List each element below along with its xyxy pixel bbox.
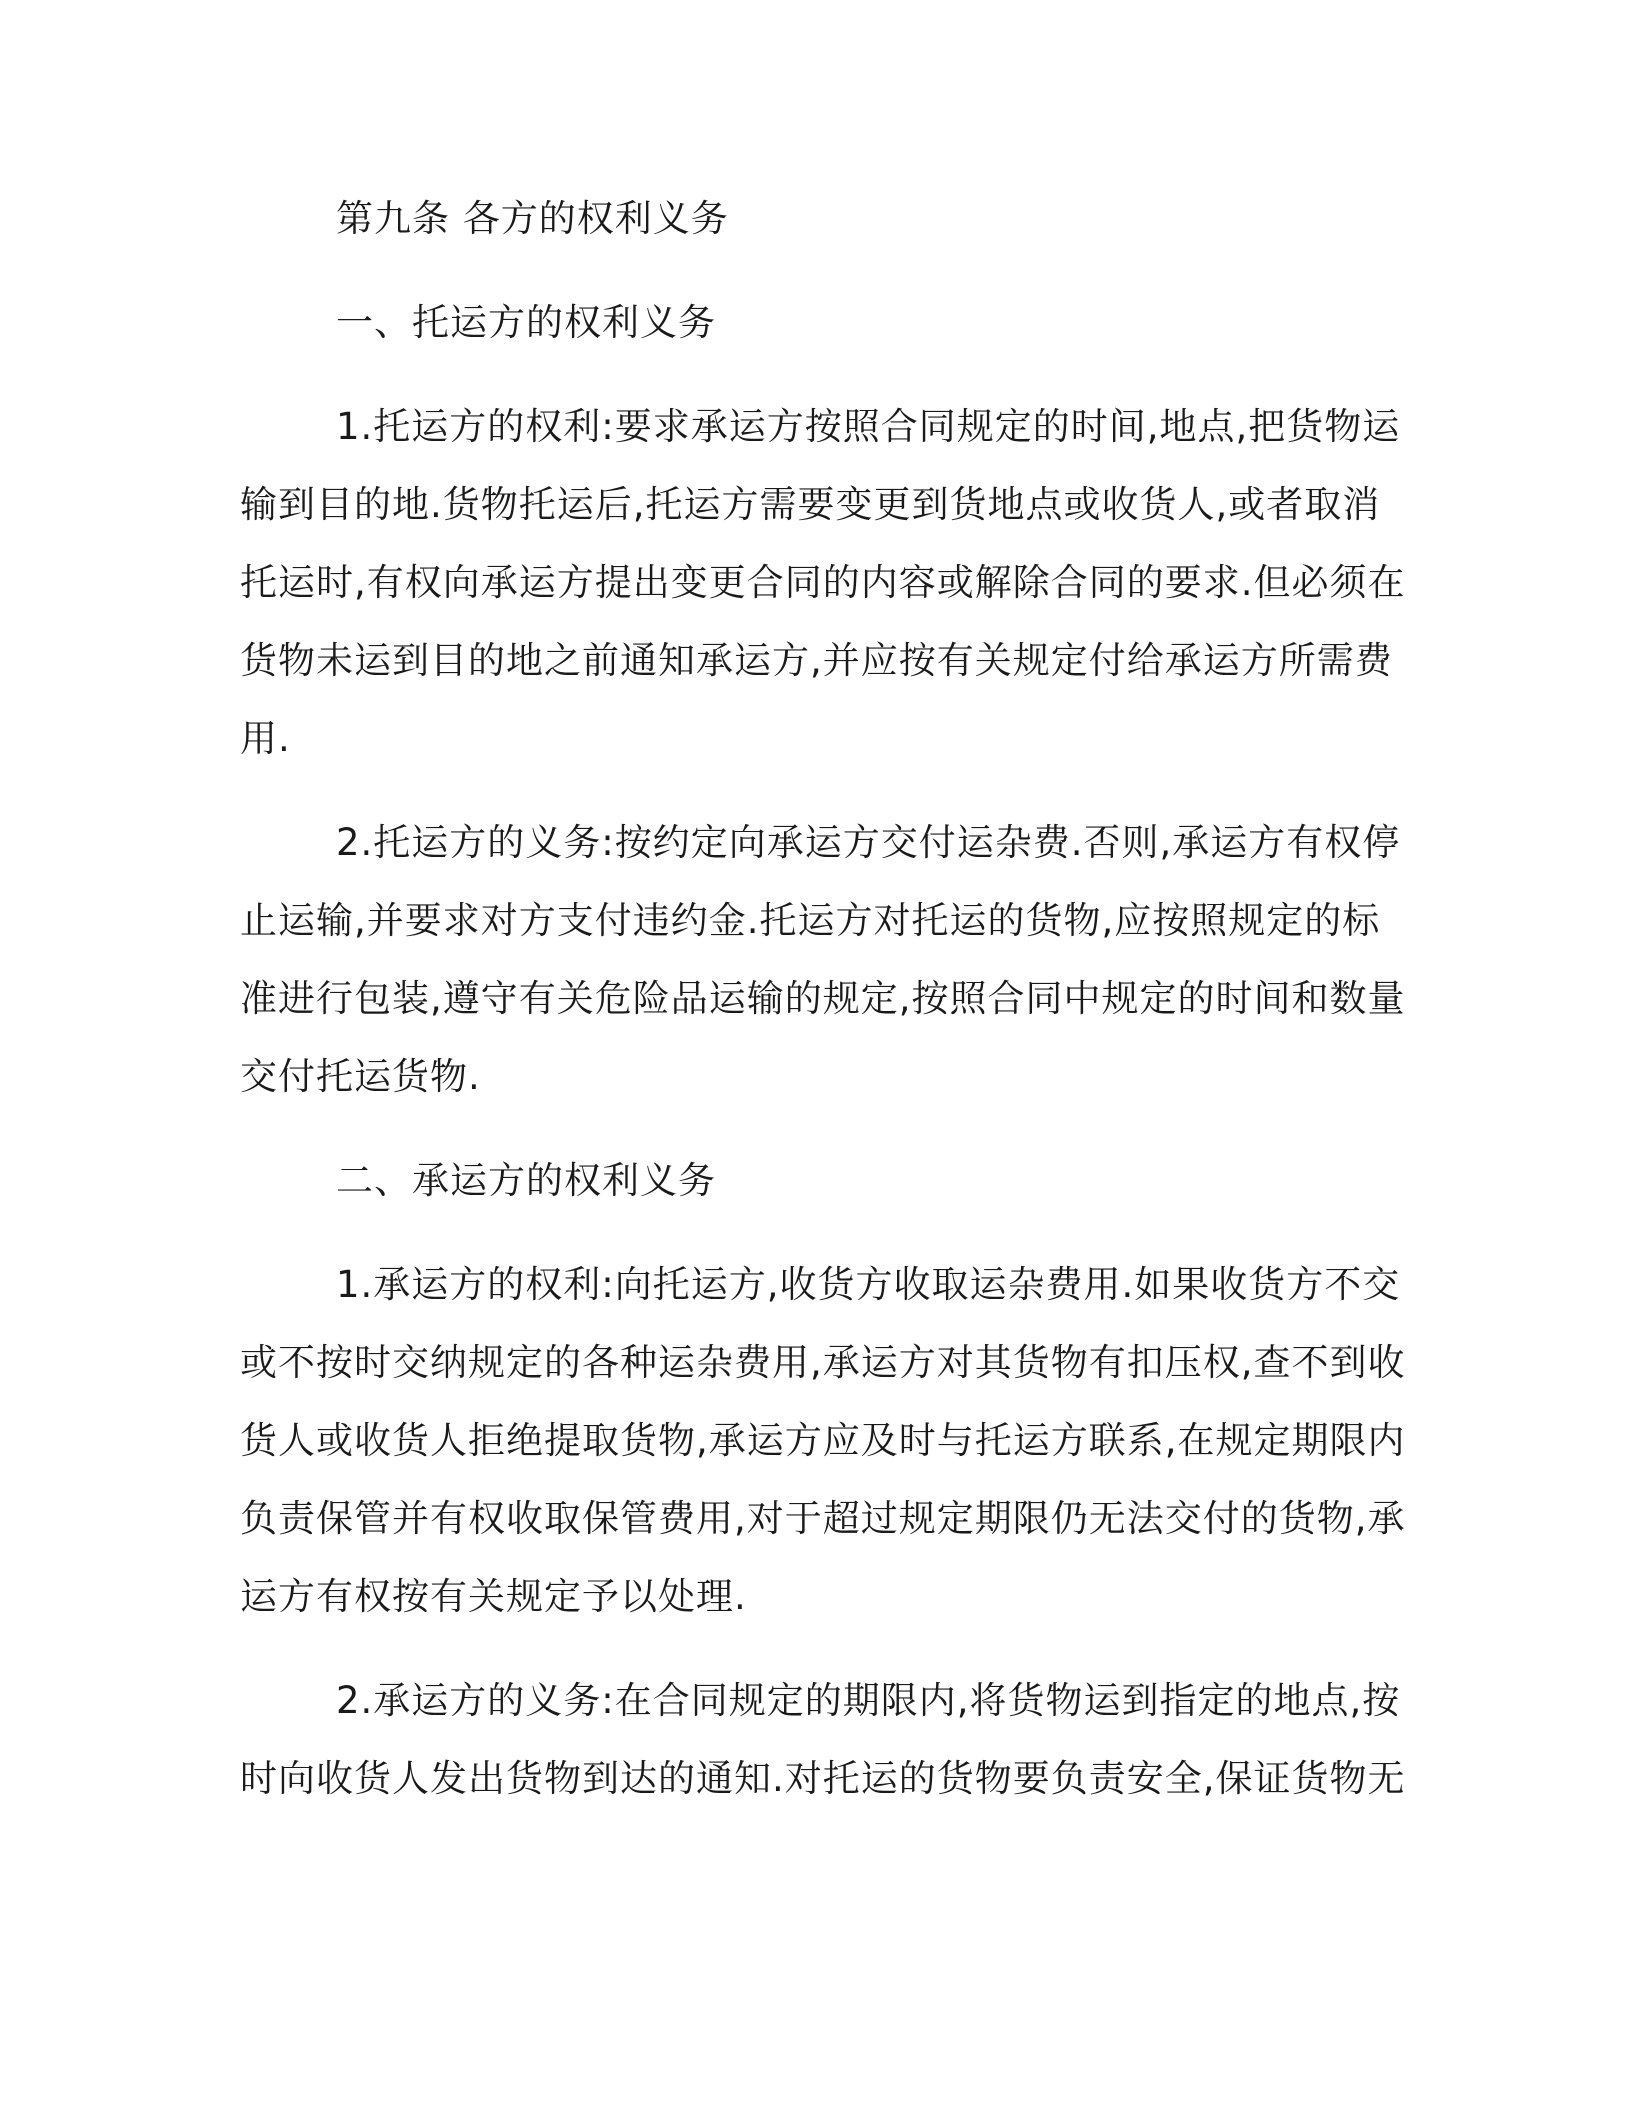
paragraph-line: 或不按时交纳规定的各种运杂费用,承运方对其货物有扣压权,查不到收 [240, 1341, 1406, 1384]
document-body [240, 180, 1406, 1818]
paragraph-shipper-obligations [240, 804, 1406, 1116]
paragraph-line: 托运时,有权向承运方提出变更合同的内容或解除合同的要求.但必须在 [240, 561, 1406, 604]
paragraph-line: 负责保管并有权收取保管费用,对于超过规定期限仍无法交付的货物,承 [240, 1497, 1406, 1540]
paragraph-line: 货人或收货人拒绝提取货物,承运方应及时与托运方联系,在规定期限内 [240, 1419, 1406, 1462]
paragraph-line: 1.承运方的权利:向托运方,收货方收取运杂费用.如果收货方不交 [336, 1263, 1401, 1306]
paragraph-carrier-obligations [240, 1662, 1406, 1818]
paragraph-line: 货物未运到目的地之前通知承运方,并应按有关规定付给承运方所需费 [240, 639, 1393, 682]
article-title: 第九条 各方的权利义务 [336, 197, 729, 240]
paragraph-line: 时向收货人发出货物到达的通知.对托运的货物要负责安全,保证货物无 [240, 1757, 1406, 1800]
paragraph-line: 输到目的地.货物托运后,托运方需要变更到货地点或收货人,或者取消 [240, 483, 1381, 526]
paragraph-line: 2.承运方的义务:在合同规定的期限内,将货物运到指定的地点,按 [336, 1679, 1401, 1722]
paragraph-shipper-rights [240, 388, 1406, 778]
paragraph-line: 止运输,并要求对方支付违约金.托运方对托运的货物,应按照规定的标 [240, 899, 1381, 942]
paragraph-line: 用. [240, 717, 291, 760]
paragraph-line: 交付托运货物. [240, 1055, 481, 1098]
section-heading-carrier: 二、承运方的权利义务 [336, 1159, 716, 1202]
paragraph-line: 运方有权按有关规定予以处理. [240, 1575, 747, 1618]
section-heading-shipper: 一、托运方的权利义务 [336, 301, 716, 344]
paragraph-line: 1.托运方的权利:要求承运方按照合同规定的时间,地点,把货物运 [336, 405, 1401, 448]
paragraph-carrier-rights [240, 1246, 1406, 1636]
paragraph-line: 准进行包装,遵守有关危险品运输的规定,按照合同中规定的时间和数量 [240, 977, 1406, 1020]
paragraph-line: 2.托运方的义务:按约定向承运方交付运杂费.否则,承运方有权停 [336, 821, 1401, 864]
